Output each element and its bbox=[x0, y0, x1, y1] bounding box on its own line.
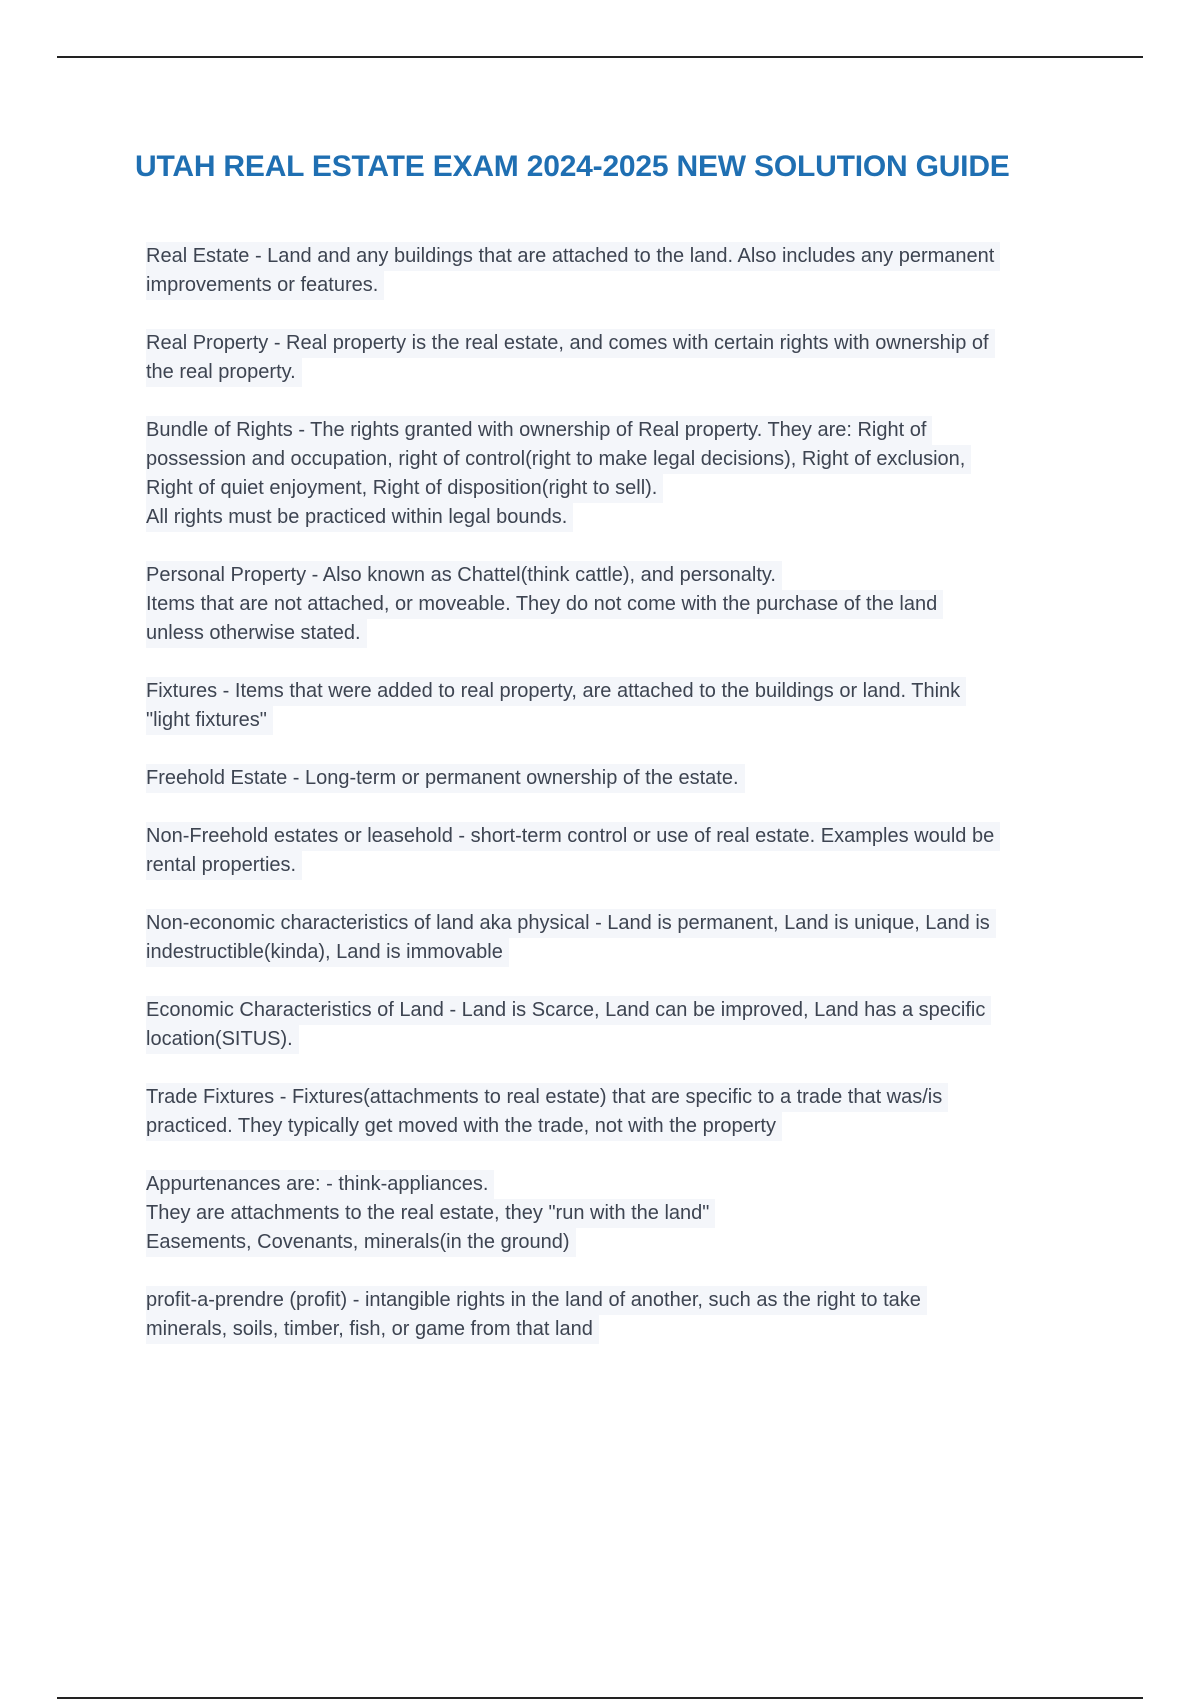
definition-entry bbox=[146, 329, 1096, 387]
definition-line: Right of quiet enjoyment, Right of disposition(right to sell). bbox=[146, 474, 663, 503]
definition-line: Bundle of Rights - The rights granted with ownership of Real property. They are: Right of bbox=[146, 416, 932, 445]
study-guide-body bbox=[146, 242, 1096, 1373]
definition-line: the real property. bbox=[146, 358, 302, 387]
definition-line: minerals, soils, timber, fish, or game from that land bbox=[146, 1315, 599, 1344]
definition-entry bbox=[146, 1083, 1096, 1141]
definition-line: Trade Fixtures - Fixtures(attachments to real estate) that are specific to a trade that was/is bbox=[146, 1083, 948, 1112]
definition-entry bbox=[146, 416, 1096, 532]
definition-line: Economic Characteristics of Land - Land is Scarce, Land can be improved, Land has a specific bbox=[146, 996, 991, 1025]
definition-entry bbox=[146, 561, 1096, 648]
definition-line: Real Estate - Land and any buildings that are attached to the land. Also includes any permanent bbox=[146, 242, 1000, 271]
definition-line: Freehold Estate - Long-term or permanent ownership of the estate. bbox=[146, 764, 745, 793]
definition-line: Real Property - Real property is the real estate, and comes with certain rights with ownership of bbox=[146, 329, 995, 358]
definition-line: Items that are not attached, or moveable. They do not come with the purchase of the land bbox=[146, 590, 943, 619]
definition-line: Personal Property - Also known as Chattel(think cattle), and personalty. bbox=[146, 561, 782, 590]
definition-line: possession and occupation, right of control(right to make legal decisions), Right of exclusion, bbox=[146, 445, 971, 474]
definition-line: unless otherwise stated. bbox=[146, 619, 367, 648]
definition-entry bbox=[146, 1286, 1096, 1344]
definition-line: All rights must be practiced within legal bounds. bbox=[146, 503, 573, 532]
definition-line: location(SITUS). bbox=[146, 1025, 299, 1054]
definition-line: "light fixtures" bbox=[146, 706, 273, 735]
definition-line: Appurtenances are: - think-appliances. bbox=[146, 1170, 494, 1199]
definition-entry bbox=[146, 1170, 1096, 1257]
top-rule bbox=[57, 56, 1143, 58]
definition-line: Non-Freehold estates or leasehold - short-term control or use of real estate. Examples would be bbox=[146, 822, 1000, 851]
definition-line: practiced. They typically get moved with the trade, not with the property bbox=[146, 1112, 782, 1141]
definition-line: Fixtures - Items that were added to real property, are attached to the buildings or land. Think bbox=[146, 677, 966, 706]
definition-entry bbox=[146, 677, 1096, 735]
definition-entry bbox=[146, 764, 1096, 793]
definition-entry bbox=[146, 996, 1096, 1054]
definition-line: They are attachments to the real estate, they "run with the land" bbox=[146, 1199, 715, 1228]
definition-entry bbox=[146, 822, 1096, 880]
definition-line: improvements or features. bbox=[146, 271, 384, 300]
definition-line: Easements, Covenants, minerals(in the ground) bbox=[146, 1228, 576, 1257]
definition-line: rental properties. bbox=[146, 851, 302, 880]
definition-line: Non-economic characteristics of land aka physical - Land is permanent, Land is unique, Land is bbox=[146, 909, 996, 938]
definition-entry bbox=[146, 909, 1096, 967]
definition-line: indestructible(kinda), Land is immovable bbox=[146, 938, 509, 967]
bottom-rule bbox=[57, 1697, 1143, 1699]
definition-line: profit-a-prendre (profit) - intangible rights in the land of another, such as the right to take bbox=[146, 1286, 927, 1315]
page-title: UTAH REAL ESTATE EXAM 2024-2025 NEW SOLUTION GUIDE bbox=[135, 150, 1010, 183]
definition-entry bbox=[146, 242, 1096, 300]
